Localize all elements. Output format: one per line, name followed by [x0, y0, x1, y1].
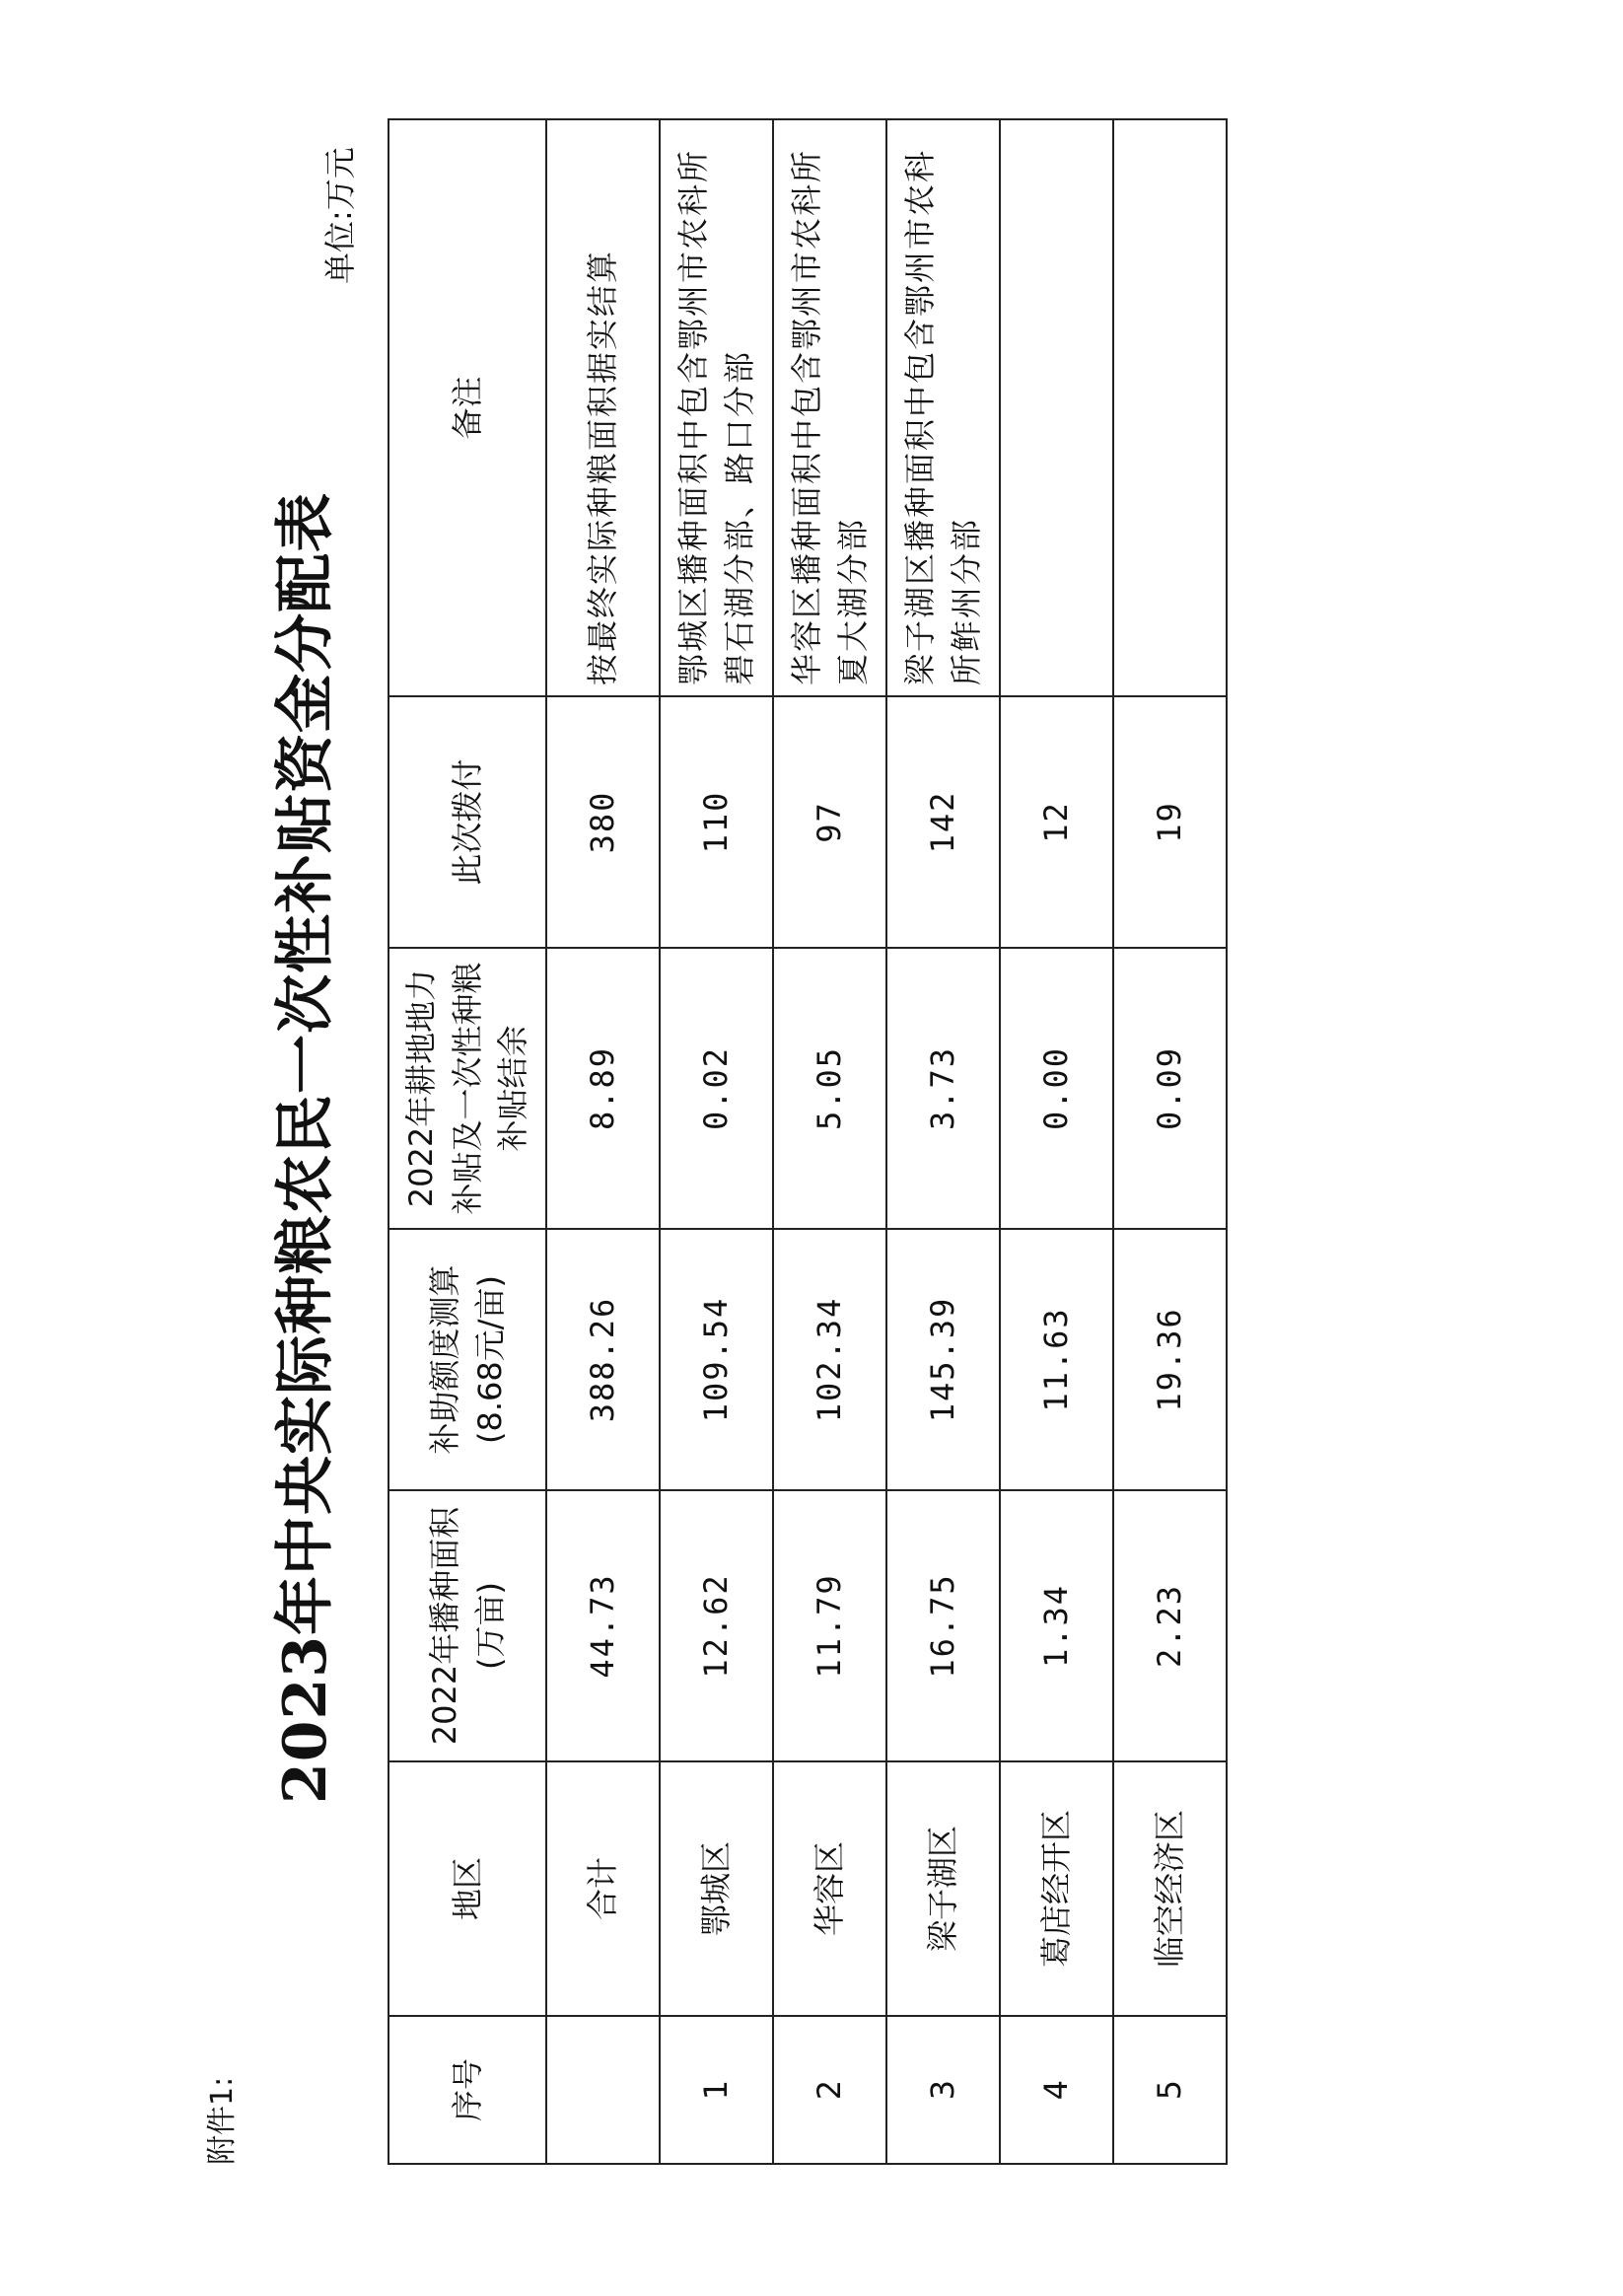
area-cell: 44.73: [546, 1490, 660, 1761]
region-cell: 临空经济区: [1113, 1761, 1227, 2016]
row-number: [546, 2016, 660, 2164]
header-cell: 2022年耕地地力补贴及一次性种粮补贴结余: [388, 948, 546, 1229]
allocation-table: [388, 118, 1228, 2165]
attachment-label: 附件1:: [205, 2076, 240, 2165]
row-number: 4: [1000, 2016, 1113, 2164]
subsidy-cell: 19.36: [1113, 1229, 1227, 1490]
table-row: [1000, 119, 1113, 2164]
subsidy-cell: 388.26: [546, 1229, 660, 1490]
subsidy-cell: 11.63: [1000, 1229, 1113, 1490]
unit-label: 单位:万元: [321, 147, 359, 284]
page-title: 2023年中央实际种粮农民一次性补贴资金分配表: [271, 492, 340, 1804]
header-cell: 序号: [388, 2016, 546, 2164]
note-cell: 华容区播种面积中包含鄂州市农科所夏大湖分部: [773, 119, 886, 696]
area-cell: 12.62: [660, 1490, 773, 1761]
region-cell: 梁子湖区: [886, 1761, 1000, 2016]
header-cell: 备注: [388, 119, 546, 696]
area-cell: 2.23: [1113, 1490, 1227, 1761]
balance-cell: 3.73: [886, 948, 1000, 1229]
balance-cell: 8.89: [546, 948, 660, 1229]
area-cell: 1.34: [1000, 1490, 1113, 1761]
table-row: [773, 119, 886, 2164]
balance-cell: 0.00: [1000, 948, 1113, 1229]
payment-cell: 97: [773, 696, 886, 948]
area-cell: 16.75: [886, 1490, 1000, 1761]
note-cell: 按最终实际种粮面积据实结算: [546, 119, 660, 696]
payment-cell: 12: [1000, 696, 1113, 948]
balance-cell: 0.02: [660, 948, 773, 1229]
table-row: [546, 119, 660, 2164]
row-number: 3: [886, 2016, 1000, 2164]
header-cell: 地区: [388, 1761, 546, 2016]
payment-cell: 142: [886, 696, 1000, 948]
payment-cell: 380: [546, 696, 660, 948]
header-cell: 补助额度测算(8.68元/亩): [388, 1229, 546, 1490]
subsidy-cell: 145.39: [886, 1229, 1000, 1490]
table-row: [1113, 119, 1227, 2164]
note-cell: 鄂城区播种面积中包含鄂州市农科所碧石湖分部、路口分部: [660, 119, 773, 696]
region-cell: 合计: [546, 1761, 660, 2016]
table-header-row: [388, 119, 546, 2164]
subsidy-cell: 109.54: [660, 1229, 773, 1490]
balance-cell: 0.09: [1113, 948, 1227, 1229]
table-row: [660, 119, 773, 2164]
note-cell: [1113, 119, 1227, 696]
table-row: [886, 119, 1000, 2164]
header-cell: 此次拨付: [388, 696, 546, 948]
row-number: 5: [1113, 2016, 1227, 2164]
region-cell: 华容区: [773, 1761, 886, 2016]
payment-cell: 19: [1113, 696, 1227, 948]
area-cell: 11.79: [773, 1490, 886, 1761]
note-cell: [1000, 119, 1113, 696]
region-cell: 鄂城区: [660, 1761, 773, 2016]
payment-cell: 110: [660, 696, 773, 948]
subsidy-cell: 102.34: [773, 1229, 886, 1490]
row-number: 1: [660, 2016, 773, 2164]
header-cell: 2022年播种面积(万亩): [388, 1490, 546, 1761]
note-cell: 梁子湖区播种面积中包含鄂州市农科所鲊州分部: [886, 119, 1000, 696]
region-cell: 葛店经开区: [1000, 1761, 1113, 2016]
row-number: 2: [773, 2016, 886, 2164]
balance-cell: 5.05: [773, 948, 886, 1229]
